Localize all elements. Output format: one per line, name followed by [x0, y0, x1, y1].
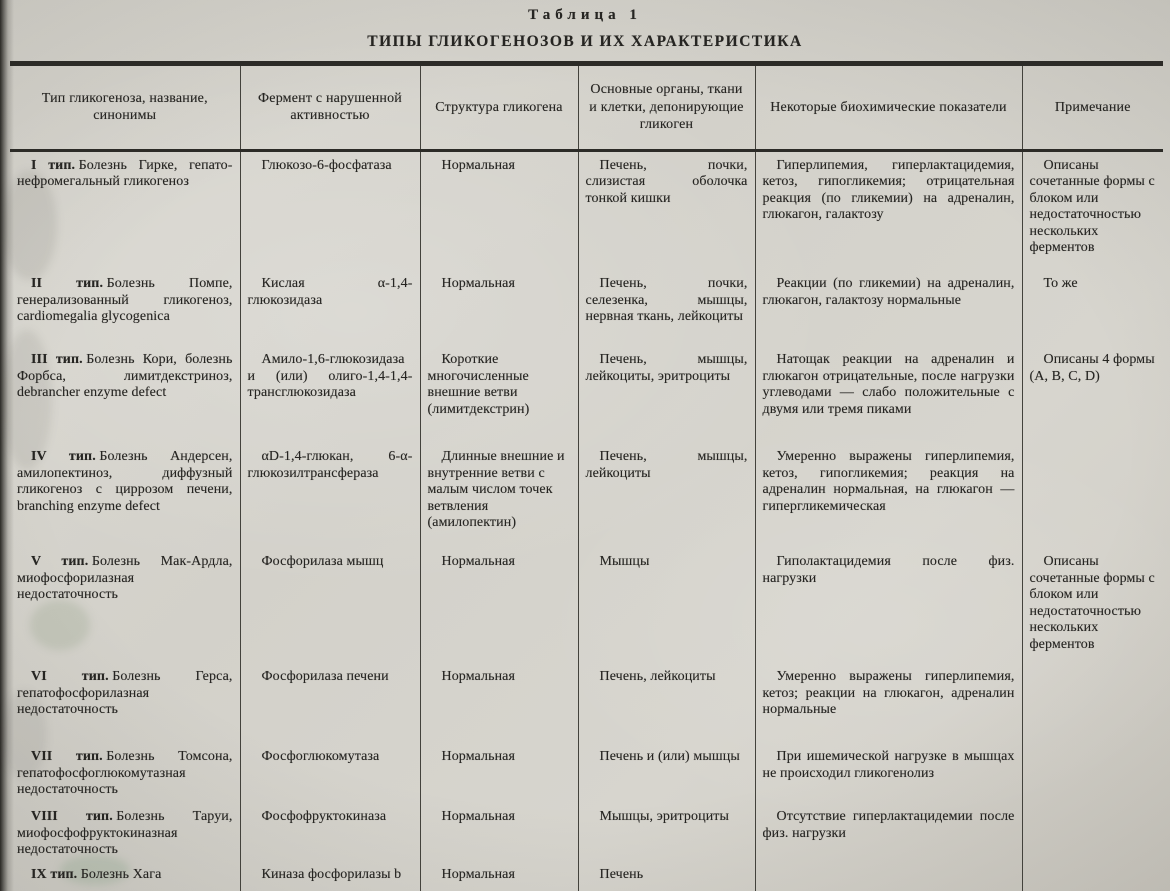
- cell-note: [1022, 443, 1163, 548]
- table-heading: [0, 0, 1170, 51]
- cell-organs: Печень, мышцы, лейкоциты, эритроциты: [578, 346, 755, 443]
- col-header-type: Тип гликогеноза, название, синонимы: [10, 66, 240, 150]
- type-name: Болезнь Таруи, миофосфофруктокиназная недостаточность: [17, 809, 233, 858]
- page-title: ТИПЫ ГЛИКОГЕНОЗОВ И ИХ ХАРАКТЕРИСТИКА: [367, 33, 803, 50]
- cell-note: То же: [1043, 276, 1078, 291]
- cell-biochem: Умеренно выражены гиперлипемия, кетоз, гипогликемия; реакция на адреналин нормальная, на глюкагон — гипергликемическая: [755, 443, 1022, 548]
- type-name: Болезнь Кори, болезнь Форбса, лимитдекстриноз, debrancher enzyme defect: [17, 352, 233, 401]
- type-number: VII тип.: [31, 749, 103, 764]
- cell-enzyme: Фосфофруктокиназа: [240, 803, 420, 861]
- cell-organs: Печень: [578, 861, 755, 891]
- cell-biochem: Умеренно выражены гиперлипемия, кетоз; реакции на глюкагон, адреналин нормальные: [755, 663, 1022, 743]
- cell-type: [10, 803, 240, 861]
- cell-enzyme: Кислая α-1,4-глюкозидаза: [240, 270, 420, 346]
- cell-structure: Нормальная: [420, 270, 578, 346]
- cell-organs: Печень, мышцы, лейкоциты: [578, 443, 755, 548]
- type-name: Болезнь Помпе, генерализованный гликогеноз, cardiomegalia glycogenica: [17, 276, 233, 325]
- type-number: IV тип.: [31, 449, 96, 464]
- table-row: [10, 861, 1163, 891]
- cell-organs: Печень, почки, слизистая оболочка тонкой кишки: [578, 150, 755, 270]
- type-name: Болезнь Герса, гепатофосфорилазная недостаточность: [17, 669, 233, 718]
- cell-type: [10, 861, 240, 891]
- cell-note: Описаны сочетанные формы с блоком или недостаточностью нескольких ферментов: [1029, 157, 1155, 256]
- type-name: Болезнь Гирке, гепато-нефромегальный гликогеноз: [17, 157, 233, 190]
- cell-biochem: [755, 861, 1022, 891]
- type-number: IX тип.: [31, 866, 78, 882]
- cell-biochem: Отсутствие гиперлактацидемии после физ. нагрузки: [755, 803, 1022, 861]
- cell-structure: Нормальная: [420, 150, 578, 270]
- cell-type: [10, 548, 240, 663]
- cell-note: [1022, 663, 1163, 743]
- cell-structure: Нормальная: [420, 548, 578, 663]
- col-header-biochem: Некоторые биохимические показатели: [755, 66, 1022, 150]
- cell-biochem: При ишемической нагрузке в мышцах не происходил гликогенолиз: [755, 743, 1022, 803]
- cell-note: Описаны сочетанные формы с блоком или недостаточностью нескольких ферментов: [1029, 554, 1155, 652]
- table-row: [10, 150, 1163, 270]
- cell-enzyme: Фосфорилаза мышц: [240, 548, 420, 663]
- cell-biochem: Гиполактацидемия после физ. нагрузки: [755, 548, 1022, 663]
- cell-enzyme: Амило-1,6-глюкозидаза и (или) олиго-1,4-1,4-трансглюкозидаза: [240, 346, 420, 443]
- type-name: Болезнь Томсона, гепатофосфоглюкомутазная недостаточность: [17, 749, 233, 798]
- cell-enzyme: Глюкозо-6-фосфатаза: [240, 150, 420, 270]
- cell-organs: Мышцы: [578, 548, 755, 663]
- table-label: Таблица 1: [528, 7, 642, 23]
- col-header-structure: Структура гликогена: [420, 66, 578, 150]
- cell-organs: Печень, лейкоциты: [578, 663, 755, 743]
- table-row: [10, 346, 1163, 443]
- type-number: VI тип.: [31, 669, 109, 684]
- cell-type: [10, 663, 240, 743]
- cell-structure: Нормальная: [420, 663, 578, 743]
- cell-note: [1022, 861, 1163, 891]
- type-number: V тип.: [31, 554, 89, 569]
- cell-type: [10, 270, 240, 346]
- type-number: III тип.: [31, 352, 83, 367]
- cell-biochem: Реакции (по гликемии) на адреналин, глюкагон, галактозу нормальные: [755, 270, 1022, 346]
- type-number: VIII тип.: [31, 809, 113, 824]
- table-row: [10, 803, 1163, 861]
- cell-enzyme: αD-1,4-глюкан, 6-α-глюкозилтрансфераза: [240, 443, 420, 548]
- cell-organs: Печень, почки, селезенка, мышцы, нервная ткань, лейкоциты: [578, 270, 755, 346]
- cell-biochem: Натощак реакции на адреналин и глюкагон отрицательные, после нагрузки углеводами — слабо положительные с двумя или тремя пиками: [755, 346, 1022, 443]
- cell-type: [10, 743, 240, 803]
- cell-structure: Длинные внешние и внутренние ветви с малым числом точек ветвления (амилопектин): [420, 443, 578, 548]
- type-name: Болезнь Андерсен, амилопектиноз, диффузный гликогеноз с циррозом печени, branching enzyme defect: [17, 449, 233, 514]
- col-header-note: Примечание: [1022, 66, 1163, 150]
- col-header-enzyme: Фермент с нарушенной активностью: [240, 66, 420, 150]
- table-row: [10, 743, 1163, 803]
- table-row: [10, 548, 1163, 663]
- glycogenosis-table: [10, 66, 1163, 891]
- cell-type: [10, 346, 240, 443]
- col-header-organs: Основные органы, ткани и клетки, депонирующие гликоген: [578, 66, 755, 150]
- cell-organs: Мышцы, эритроциты: [578, 803, 755, 861]
- type-name: Болезнь Мак-Ардла, миофосфорилазная недостаточность: [17, 554, 233, 603]
- cell-structure: Короткие многочисленные внешние ветви (лимитдекстрин): [420, 346, 578, 443]
- type-number: II тип.: [31, 276, 104, 291]
- type-number: I тип.: [31, 157, 76, 173]
- cell-note: Описаны 4 формы (А, В, С, D): [1029, 352, 1155, 384]
- table-row: [10, 443, 1163, 548]
- cell-organs: Печень и (или) мышцы: [578, 743, 755, 803]
- cell-enzyme: Фосфорилаза печени: [240, 663, 420, 743]
- table-row: [10, 270, 1163, 346]
- table-row: [10, 663, 1163, 743]
- cell-enzyme: Фосфоглюкомутаза: [240, 743, 420, 803]
- cell-note: [1022, 743, 1163, 803]
- cell-type: [10, 150, 240, 270]
- cell-type: [10, 443, 240, 548]
- cell-note: [1022, 803, 1163, 861]
- cell-structure: Нормальная: [420, 743, 578, 803]
- header-row: [10, 66, 1163, 150]
- cell-biochem: Гиперлипемия, гиперлактацидемия, кетоз, гипогликемия; отрицательная реакция (по гликемии) на адреналин, глюкагон, галактозу: [755, 150, 1022, 270]
- type-name: Болезнь Хага: [80, 866, 162, 882]
- cell-structure: Нормальная: [420, 803, 578, 861]
- cell-structure: Нормальная: [420, 861, 578, 891]
- cell-enzyme: Киназа фосфорилазы b: [240, 861, 420, 891]
